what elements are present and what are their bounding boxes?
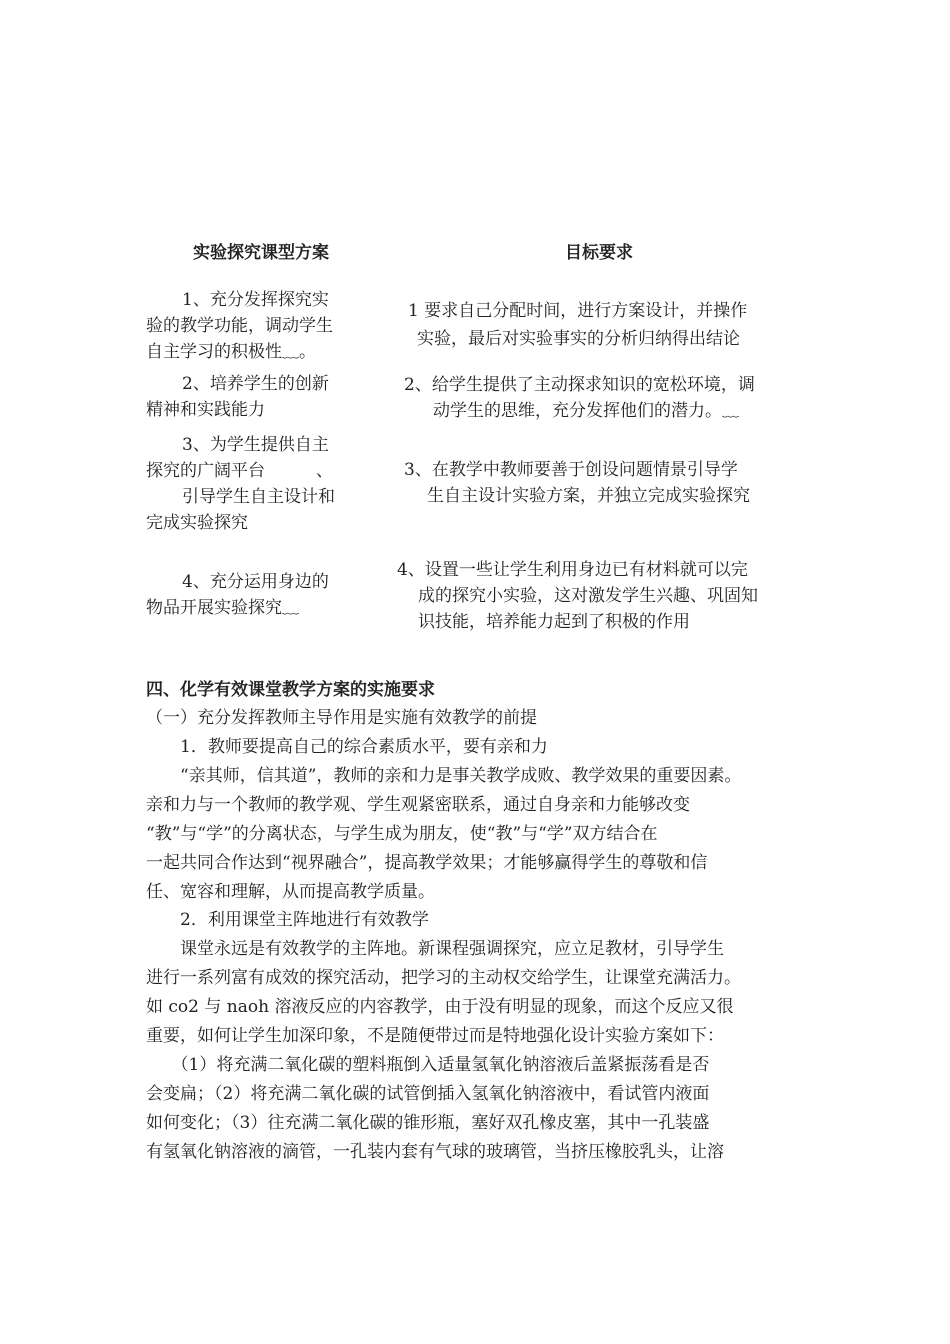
cell-text: 探究的广阔平台 、 [146,461,333,481]
cell-text: 1、充分发挥探究实 [182,290,329,310]
cell-text: 识技能，培养能力起到了积极的作用 [418,612,690,632]
cell-text: 验的教学功能，调动学生 [146,316,333,336]
body-line: （1）将充满二氧化碳的塑料瓶倒入适量氢氧化钠溶液后盖紧振荡看是否 [146,1055,710,1075]
cell-text: 物品开展实验探究﹏ [146,598,299,618]
cell-text: 3、为学生提供自主 [182,435,329,455]
cell-text: 成的探究小实验，这对激发学生兴趣、巩固知 [418,586,758,606]
body-line: 进行一系列富有成效的探究活动，把学习的主动权交给学生，让课堂充满活力。 [146,968,741,988]
table-header-right: 目标要求 [565,243,633,263]
body-line: 2．利用课堂主阵地进行有效教学 [146,910,429,930]
body-line: 1．教师要提高自己的综合素质水平，要有亲和力 [146,737,548,757]
body-line: 有氢氧化钠溶液的滴管，一孔装内套有气球的玻璃管，当挤压橡胶乳头，让溶 [146,1142,724,1162]
cell-text: 精神和实践能力 [146,400,265,420]
body-line: 如 co2 与 naoh 溶液反应的内容教学，由于没有明显的现象，而这个反应又很 [146,997,734,1017]
cell-text: 2、给学生提供了主动探求知识的宽松环境，调 [404,375,755,395]
cell-text: 完成实验探究 [146,513,248,533]
cell-text: 1 要求自己分配时间，进行方案设计，并操作 [408,301,748,321]
cell-text: 引导学生自主设计和 [182,487,335,507]
body-line: 课堂永远是有效教学的主阵地。新课程强调探究，应立足教材，引导学生 [146,939,724,959]
body-line: 亲和力与一个教师的教学观、学生观紧密联系，通过自身亲和力能够改变 [146,795,690,815]
cell-text: 自主学习的积极性﹏。 [146,342,316,362]
cell-text: 3、在教学中教师要善于创设问题情景引导学 [404,460,738,480]
cell-text: 4、设置一些让学生利用身边已有材料就可以完 [397,560,748,580]
body-line: 会变扁；（2）将充满二氧化碳的试管倒插入氢氧化钠溶液中，看试管内液面 [146,1084,710,1104]
body-line: 一起共同合作达到“视界融合”，提高教学效果；才能够赢得学生的尊敬和信 [146,853,708,873]
body-line: 如何变化；（3）往充满二氧化碳的锥形瓶，塞好双孔橡皮塞，其中一孔装盛 [146,1113,710,1133]
body-line: 重要，如何让学生加深印象，不是随便带过而是特地强化设计实验方案如下： [146,1026,724,1046]
body-line: 任、宽容和理解，从而提高教学质量。 [146,882,435,902]
cell-text: 动学生的思维，充分发挥他们的潜力。﹏ [433,401,739,421]
table-header-left: 实验探究课型方案 [193,243,329,263]
body-line: “教”与“学”的分离状态，与学生成为朋友，使“教”与“学”双方结合在 [146,824,658,844]
cell-text: 2、培养学生的创新 [182,374,329,394]
cell-text: 生自主设计实验方案，并独立完成实验探究 [427,486,750,506]
cell-text: 4、充分运用身边的 [182,572,329,592]
body-line: “亲其师，信其道”，教师的亲和力是事关教学成败、教学效果的重要因素。 [146,766,742,786]
body-line: （一）充分发挥教师主导作用是实施有效教学的前提 [146,708,537,728]
section-title: 四、化学有效课堂教学方案的实施要求 [146,680,435,700]
cell-text: 实验，最后对实验事实的分析归纳得出结论 [417,329,740,349]
